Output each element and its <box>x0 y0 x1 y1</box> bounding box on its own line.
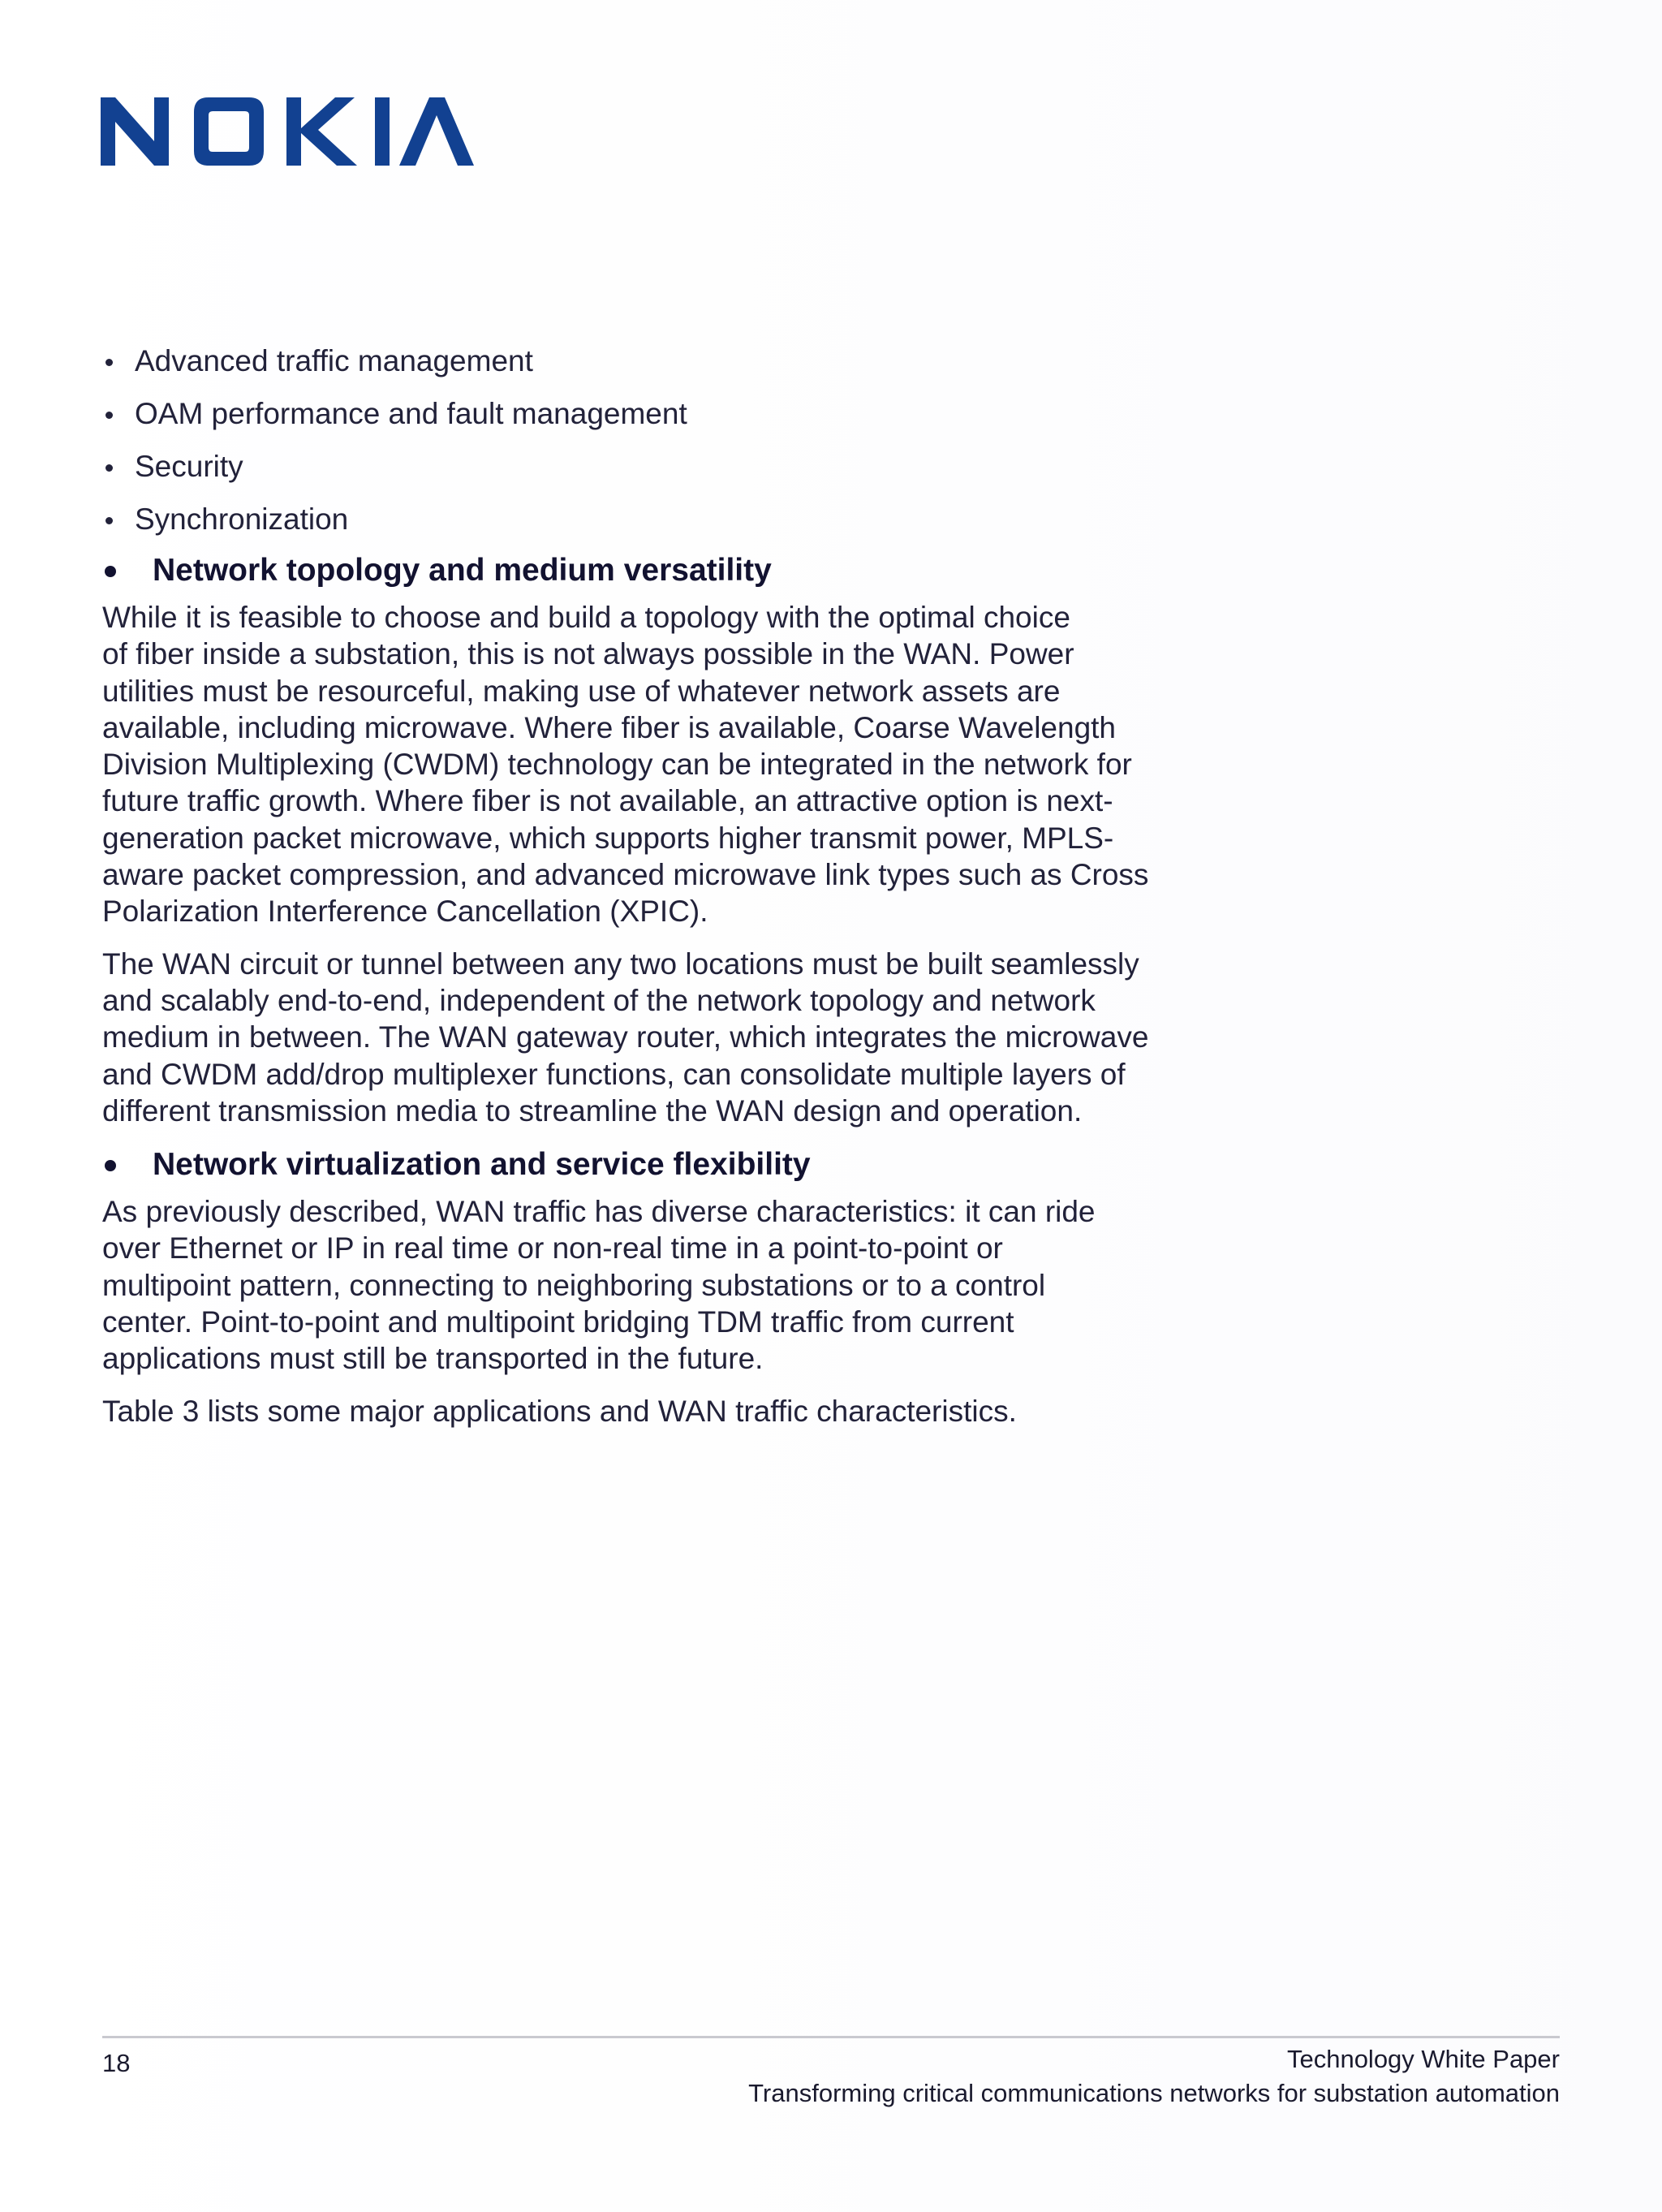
nokia-logo <box>101 97 474 166</box>
paragraph-line: future traffic growth. Where fiber is not available, an attractive option is next- <box>102 784 1113 818</box>
bullet-icon <box>105 517 113 524</box>
paragraph <box>102 946 1182 1129</box>
paragraph-line: medium in between. The WAN gateway router, which integrates the microwave <box>102 1020 1149 1054</box>
paragraph-line: Division Multiplexing (CWDM) technology can be integrated in the network for <box>102 748 1132 782</box>
list-item <box>102 343 1182 380</box>
footer-doc-title: Transforming critical communications networks for substation automation <box>748 2079 1560 2107</box>
paragraph-line: and scalably end-to-end, independent of the network topology and network <box>102 983 1096 1017</box>
paragraph <box>102 599 1182 930</box>
paragraph-line: The WAN circuit or tunnel between any two locations must be built seamlessly <box>102 946 1139 981</box>
list-item <box>102 501 1182 538</box>
paragraph-line: utilities must be resourceful, making use of whatever network assets are <box>102 674 1061 708</box>
paragraph-line: applications must still be transported in the future. <box>102 1342 764 1376</box>
page-number: 18 <box>102 2049 131 2077</box>
paragraph-line: generation packet microwave, which supports higher transmit power, MPLS- <box>102 821 1114 855</box>
footer-divider <box>102 2036 1560 2038</box>
list-item-text: Advanced traffic management <box>135 344 533 377</box>
paragraph-line: Polarization Interference Cancellation (XPIC). <box>102 895 708 929</box>
section-heading <box>102 1145 1182 1185</box>
list-item <box>102 448 1182 485</box>
bullet-icon <box>105 412 113 419</box>
paragraph <box>102 1193 1182 1377</box>
list-item-text: Synchronization <box>135 502 349 536</box>
main-content <box>102 343 1182 1445</box>
paragraph-line: center. Point-to-point and multipoint bridging TDM traffic from current <box>102 1305 1014 1339</box>
paragraph-line: multipoint pattern, connecting to neighboring substations or to a control <box>102 1268 1046 1302</box>
list-item <box>102 395 1182 433</box>
heading-bullet-icon <box>105 566 116 577</box>
section-heading-text: Network topology and medium versatility <box>153 553 772 588</box>
paragraph-line: While it is feasible to choose and build a topology with the optimal choice <box>102 601 1070 634</box>
list-item-text: OAM performance and fault management <box>135 397 687 430</box>
section-heading-text: Network virtualization and service flexibility <box>153 1147 811 1183</box>
paragraph <box>102 1393 1182 1429</box>
paragraph-line: of fiber inside a substation, this is not always possible in the WAN. Power <box>102 637 1074 671</box>
paragraph-line: different transmission media to streamline the WAN design and operation. <box>102 1093 1083 1128</box>
paragraph-line: As previously described, WAN traffic has diverse characteristics: it can ride <box>102 1195 1096 1229</box>
footer-doc-type: Technology White Paper <box>1286 2045 1560 2073</box>
bullet-icon <box>105 359 113 366</box>
section-heading <box>102 550 1182 591</box>
bullet-icon <box>105 464 113 472</box>
heading-bullet-icon <box>105 1160 116 1171</box>
paragraph-line: available, including microwave. Where fiber is available, Coarse Wavelength <box>102 710 1117 744</box>
paragraph-line: and CWDM add/drop multiplexer functions, can consolidate multiple layers of <box>102 1057 1126 1091</box>
feature-bullet-list <box>102 343 1182 538</box>
section-topology <box>102 550 1182 1129</box>
paragraph-line: Table 3 lists some major applications and WAN traffic characteristics. <box>102 1394 1017 1428</box>
footer-doc-info <box>748 2042 1560 2111</box>
paragraph-line: over Ethernet or IP in real time or non-real time in a point-to-point or <box>102 1231 1003 1266</box>
paragraph-line: aware packet compression, and advanced microwave link types such as Cross <box>102 858 1149 892</box>
list-item-text: Security <box>135 450 243 483</box>
nokia-logo-graphic <box>101 97 474 166</box>
section-virtualization <box>102 1145 1182 1429</box>
